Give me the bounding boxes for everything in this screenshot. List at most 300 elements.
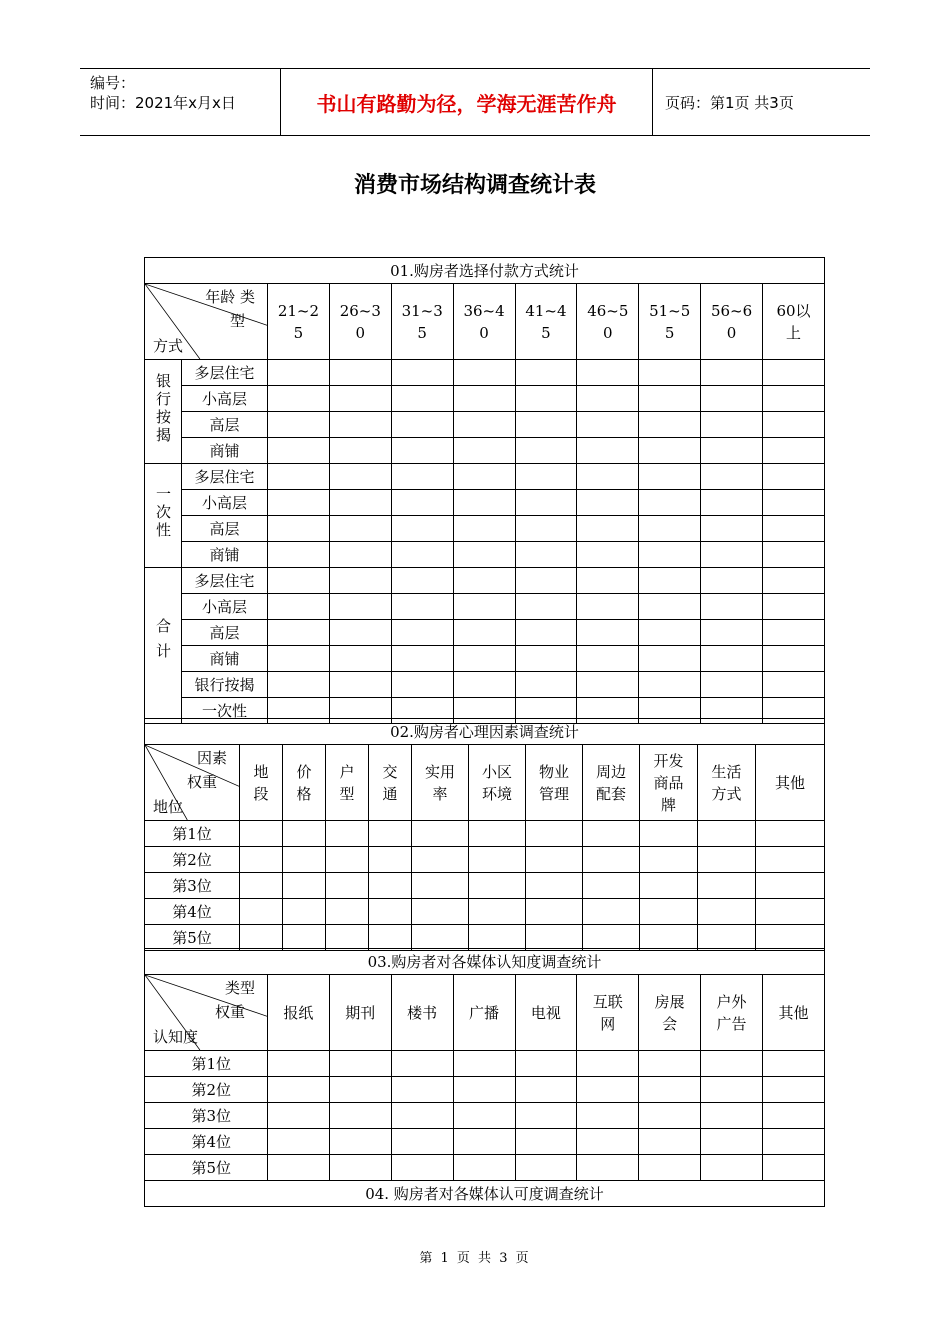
table-row bbox=[145, 594, 825, 620]
data-cell bbox=[329, 620, 391, 646]
data-cell bbox=[577, 386, 639, 412]
data-cell bbox=[639, 516, 701, 542]
data-cell bbox=[515, 1103, 577, 1129]
data-cell bbox=[639, 1051, 701, 1077]
row-label: 第2位 bbox=[145, 847, 240, 873]
data-cell bbox=[329, 464, 391, 490]
data-cell bbox=[453, 646, 515, 672]
data-cell bbox=[515, 1155, 577, 1181]
data-cell bbox=[763, 620, 825, 646]
row-label: 第3位 bbox=[145, 1103, 268, 1129]
table-row bbox=[145, 1051, 825, 1077]
column-header: 价格 bbox=[283, 745, 326, 821]
data-cell bbox=[329, 1103, 391, 1129]
data-cell bbox=[268, 1077, 330, 1103]
row-label: 第4位 bbox=[145, 899, 240, 925]
data-cell bbox=[391, 516, 453, 542]
data-cell bbox=[453, 620, 515, 646]
column-header: 房展会 bbox=[639, 975, 701, 1051]
data-cell bbox=[391, 490, 453, 516]
data-cell bbox=[639, 542, 701, 568]
data-cell bbox=[763, 1077, 825, 1103]
data-cell bbox=[639, 646, 701, 672]
data-cell bbox=[763, 1103, 825, 1129]
data-cell bbox=[329, 672, 391, 698]
data-cell bbox=[329, 1129, 391, 1155]
data-cell bbox=[326, 821, 369, 847]
data-cell bbox=[453, 360, 515, 386]
section-caption-row bbox=[145, 258, 825, 284]
data-cell bbox=[469, 899, 526, 925]
data-cell bbox=[763, 646, 825, 672]
data-cell bbox=[453, 490, 515, 516]
data-cell bbox=[391, 386, 453, 412]
data-cell bbox=[268, 464, 330, 490]
data-cell bbox=[329, 490, 391, 516]
data-cell bbox=[453, 412, 515, 438]
corner-label-top: 类型 bbox=[224, 979, 255, 997]
data-cell bbox=[698, 847, 756, 873]
serial-label: 编号： bbox=[90, 74, 136, 92]
data-cell bbox=[240, 925, 283, 951]
data-cell bbox=[268, 1051, 330, 1077]
data-cell bbox=[268, 646, 330, 672]
row-label: 小高层 bbox=[182, 386, 268, 412]
data-cell bbox=[701, 464, 763, 490]
data-cell bbox=[701, 1077, 763, 1103]
data-cell bbox=[577, 516, 639, 542]
section-caption: 03.购房者对各媒体认知度调查统计 bbox=[145, 949, 825, 975]
data-cell bbox=[453, 438, 515, 464]
data-cell bbox=[526, 873, 583, 899]
table-row bbox=[145, 1155, 825, 1181]
table-row bbox=[145, 386, 825, 412]
column-header: 户外广告 bbox=[701, 975, 763, 1051]
data-cell bbox=[283, 899, 326, 925]
corner-label-mid: 型 bbox=[229, 312, 245, 330]
column-header: 36~40 bbox=[453, 284, 515, 360]
data-cell bbox=[756, 821, 825, 847]
data-cell bbox=[329, 438, 391, 464]
data-cell bbox=[469, 821, 526, 847]
data-cell bbox=[412, 847, 469, 873]
data-cell bbox=[329, 542, 391, 568]
data-cell bbox=[639, 438, 701, 464]
data-cell bbox=[756, 847, 825, 873]
column-header: 31~35 bbox=[391, 284, 453, 360]
data-cell bbox=[577, 464, 639, 490]
table-row bbox=[145, 847, 825, 873]
section-caption-row bbox=[145, 949, 825, 975]
table-row bbox=[145, 1103, 825, 1129]
data-cell bbox=[391, 438, 453, 464]
data-cell bbox=[268, 672, 330, 698]
data-cell bbox=[453, 1103, 515, 1129]
data-cell bbox=[515, 386, 577, 412]
data-cell bbox=[763, 672, 825, 698]
data-cell bbox=[701, 1051, 763, 1077]
data-cell bbox=[369, 821, 412, 847]
column-header: 广播 bbox=[453, 975, 515, 1051]
data-cell bbox=[639, 490, 701, 516]
corner-header-cell bbox=[145, 745, 240, 821]
data-cell bbox=[577, 1155, 639, 1181]
data-cell bbox=[698, 873, 756, 899]
payment-method-table bbox=[144, 257, 825, 724]
data-cell bbox=[391, 1103, 453, 1129]
data-cell bbox=[577, 360, 639, 386]
data-cell bbox=[701, 646, 763, 672]
data-cell bbox=[391, 412, 453, 438]
data-cell bbox=[763, 386, 825, 412]
data-cell bbox=[515, 490, 577, 516]
data-cell bbox=[268, 412, 330, 438]
data-cell bbox=[577, 1129, 639, 1155]
table-row bbox=[145, 646, 825, 672]
column-header: 期刊 bbox=[329, 975, 391, 1051]
data-cell bbox=[391, 568, 453, 594]
data-cell bbox=[577, 568, 639, 594]
data-cell bbox=[639, 1129, 701, 1155]
data-cell bbox=[701, 386, 763, 412]
column-header: 60以上 bbox=[763, 284, 825, 360]
data-cell bbox=[577, 1051, 639, 1077]
data-cell bbox=[329, 594, 391, 620]
header-page-info: 页码：第1页 共3页 bbox=[665, 93, 794, 112]
data-cell bbox=[453, 1129, 515, 1155]
group-label bbox=[145, 568, 182, 724]
data-cell bbox=[329, 360, 391, 386]
data-cell bbox=[283, 821, 326, 847]
data-cell bbox=[763, 464, 825, 490]
data-cell bbox=[526, 899, 583, 925]
row-label: 银行按揭 bbox=[182, 672, 268, 698]
table-row bbox=[145, 873, 825, 899]
data-cell bbox=[639, 568, 701, 594]
corner-label-bottom: 地位 bbox=[153, 798, 184, 816]
data-cell bbox=[329, 516, 391, 542]
section-caption-row bbox=[145, 1181, 825, 1207]
column-header: 物业管理 bbox=[526, 745, 583, 821]
data-cell bbox=[577, 490, 639, 516]
column-header: 41~45 bbox=[515, 284, 577, 360]
row-label: 高层 bbox=[182, 620, 268, 646]
column-header: 交通 bbox=[369, 745, 412, 821]
section-caption: 01.购房者选择付款方式统计 bbox=[145, 258, 825, 284]
data-cell bbox=[453, 386, 515, 412]
data-cell bbox=[701, 412, 763, 438]
data-cell bbox=[763, 1051, 825, 1077]
data-cell bbox=[701, 620, 763, 646]
data-cell bbox=[329, 568, 391, 594]
document-title: 消费市场结构调查统计表 bbox=[353, 173, 596, 198]
data-cell bbox=[701, 1103, 763, 1129]
data-cell bbox=[240, 847, 283, 873]
data-cell bbox=[369, 873, 412, 899]
row-label: 高层 bbox=[182, 412, 268, 438]
row-label: 第3位 bbox=[145, 873, 240, 899]
column-header: 小区环境 bbox=[469, 745, 526, 821]
column-header: 开发商品牌 bbox=[640, 745, 698, 821]
table-row bbox=[145, 568, 825, 594]
group-label-text: 合计 bbox=[154, 617, 172, 668]
data-cell bbox=[701, 516, 763, 542]
data-cell bbox=[240, 821, 283, 847]
data-cell bbox=[698, 821, 756, 847]
row-label: 商铺 bbox=[182, 646, 268, 672]
data-cell bbox=[412, 925, 469, 951]
row-label: 高层 bbox=[182, 516, 268, 542]
data-cell bbox=[515, 360, 577, 386]
table-row bbox=[145, 1129, 825, 1155]
row-label: 第4位 bbox=[145, 1129, 268, 1155]
column-header: 周边配套 bbox=[583, 745, 640, 821]
data-cell bbox=[515, 412, 577, 438]
data-cell bbox=[577, 542, 639, 568]
row-label: 一次性 bbox=[182, 698, 268, 724]
section-caption: 04. 购房者对各媒体认可度调查统计 bbox=[145, 1181, 825, 1207]
data-cell bbox=[391, 1051, 453, 1077]
data-cell bbox=[639, 620, 701, 646]
row-label: 第5位 bbox=[145, 925, 240, 951]
data-cell bbox=[412, 873, 469, 899]
column-header: 互联网 bbox=[577, 975, 639, 1051]
data-cell bbox=[698, 925, 756, 951]
data-cell bbox=[329, 1077, 391, 1103]
column-header: 实用率 bbox=[412, 745, 469, 821]
data-cell bbox=[701, 594, 763, 620]
data-cell bbox=[639, 1077, 701, 1103]
data-cell bbox=[283, 925, 326, 951]
header-meta bbox=[80, 69, 281, 135]
corner-label-top: 年龄 类 bbox=[205, 288, 255, 306]
data-cell bbox=[329, 412, 391, 438]
data-cell bbox=[701, 1129, 763, 1155]
page-header bbox=[80, 68, 870, 136]
data-cell bbox=[391, 1155, 453, 1181]
column-header: 26~30 bbox=[329, 284, 391, 360]
time-label: 时间：2021年x月x日 bbox=[90, 94, 236, 112]
data-cell bbox=[583, 873, 640, 899]
data-cell bbox=[763, 594, 825, 620]
column-header: 其他 bbox=[763, 975, 825, 1051]
data-cell bbox=[268, 386, 330, 412]
data-cell bbox=[391, 620, 453, 646]
data-cell bbox=[515, 438, 577, 464]
column-header: 56~60 bbox=[701, 284, 763, 360]
data-cell bbox=[369, 925, 412, 951]
corner-label-bottom: 方式 bbox=[153, 337, 184, 355]
table-row bbox=[145, 360, 825, 386]
data-cell bbox=[639, 464, 701, 490]
data-cell bbox=[453, 1155, 515, 1181]
data-cell bbox=[577, 438, 639, 464]
page-footer: 第 1 页 共 3 页 bbox=[419, 1251, 531, 1266]
data-cell bbox=[701, 568, 763, 594]
data-cell bbox=[701, 438, 763, 464]
data-cell bbox=[763, 490, 825, 516]
data-cell bbox=[640, 873, 698, 899]
row-label: 商铺 bbox=[182, 542, 268, 568]
row-label: 小高层 bbox=[182, 490, 268, 516]
data-cell bbox=[756, 899, 825, 925]
data-cell bbox=[639, 360, 701, 386]
data-cell bbox=[469, 873, 526, 899]
data-cell bbox=[763, 360, 825, 386]
data-cell bbox=[329, 1155, 391, 1181]
data-cell bbox=[391, 1129, 453, 1155]
data-cell bbox=[583, 925, 640, 951]
data-cell bbox=[412, 821, 469, 847]
data-cell bbox=[639, 412, 701, 438]
column-header: 21~25 bbox=[268, 284, 330, 360]
data-cell bbox=[268, 1129, 330, 1155]
data-cell bbox=[268, 490, 330, 516]
data-cell bbox=[526, 847, 583, 873]
corner-label-mid: 权重 bbox=[186, 773, 217, 791]
data-cell bbox=[369, 899, 412, 925]
column-header-row bbox=[145, 745, 825, 821]
table-row bbox=[145, 412, 825, 438]
data-cell bbox=[391, 672, 453, 698]
corner-label-mid: 权重 bbox=[214, 1003, 245, 1021]
data-cell bbox=[283, 873, 326, 899]
data-cell bbox=[763, 1129, 825, 1155]
table-row bbox=[145, 620, 825, 646]
data-cell bbox=[701, 360, 763, 386]
row-label: 商铺 bbox=[182, 438, 268, 464]
table-row bbox=[145, 438, 825, 464]
data-cell bbox=[763, 438, 825, 464]
data-cell bbox=[639, 672, 701, 698]
row-label: 第1位 bbox=[145, 1051, 268, 1077]
section-caption-row bbox=[145, 719, 825, 745]
data-cell bbox=[577, 594, 639, 620]
data-cell bbox=[526, 925, 583, 951]
data-cell bbox=[391, 464, 453, 490]
column-header: 户型 bbox=[326, 745, 369, 821]
data-cell bbox=[268, 620, 330, 646]
data-cell bbox=[453, 542, 515, 568]
data-cell bbox=[329, 1051, 391, 1077]
data-cell bbox=[515, 646, 577, 672]
row-label: 多层住宅 bbox=[182, 568, 268, 594]
table-row bbox=[145, 672, 825, 698]
data-cell bbox=[268, 438, 330, 464]
data-cell bbox=[515, 1129, 577, 1155]
corner-header-cell bbox=[145, 975, 268, 1051]
column-header: 电视 bbox=[515, 975, 577, 1051]
data-cell bbox=[391, 594, 453, 620]
data-cell bbox=[453, 594, 515, 620]
table-row bbox=[145, 1077, 825, 1103]
data-cell bbox=[515, 516, 577, 542]
row-label: 第2位 bbox=[145, 1077, 268, 1103]
data-cell bbox=[763, 542, 825, 568]
section-caption: 02.购房者心理因素调查统计 bbox=[145, 719, 825, 745]
column-header: 楼书 bbox=[391, 975, 453, 1051]
data-cell bbox=[268, 542, 330, 568]
table-row bbox=[145, 542, 825, 568]
data-cell bbox=[583, 899, 640, 925]
data-cell bbox=[639, 386, 701, 412]
row-label: 多层住宅 bbox=[182, 360, 268, 386]
data-cell bbox=[640, 925, 698, 951]
data-cell bbox=[453, 464, 515, 490]
table-row bbox=[145, 516, 825, 542]
data-cell bbox=[391, 1077, 453, 1103]
data-cell bbox=[583, 847, 640, 873]
data-cell bbox=[453, 1077, 515, 1103]
table-row bbox=[145, 490, 825, 516]
column-header: 46~50 bbox=[577, 284, 639, 360]
data-cell bbox=[526, 821, 583, 847]
data-cell bbox=[577, 672, 639, 698]
media-awareness-table bbox=[144, 948, 825, 1207]
data-cell bbox=[756, 873, 825, 899]
data-cell bbox=[515, 620, 577, 646]
data-cell bbox=[577, 1103, 639, 1129]
data-cell bbox=[763, 516, 825, 542]
column-header-row bbox=[145, 975, 825, 1051]
data-cell bbox=[515, 542, 577, 568]
data-cell bbox=[369, 847, 412, 873]
data-cell bbox=[326, 873, 369, 899]
corner-label-top: 因素 bbox=[196, 749, 227, 767]
data-cell bbox=[640, 899, 698, 925]
data-cell bbox=[577, 412, 639, 438]
data-cell bbox=[701, 542, 763, 568]
column-header-row bbox=[145, 284, 825, 360]
column-header: 报纸 bbox=[268, 975, 330, 1051]
data-cell bbox=[326, 925, 369, 951]
data-cell bbox=[701, 490, 763, 516]
data-cell bbox=[268, 1155, 330, 1181]
data-cell bbox=[639, 594, 701, 620]
data-cell bbox=[577, 1077, 639, 1103]
data-cell bbox=[391, 542, 453, 568]
data-cell bbox=[763, 1155, 825, 1181]
data-cell bbox=[515, 464, 577, 490]
row-label: 第5位 bbox=[145, 1155, 268, 1181]
corner-header-cell bbox=[145, 284, 268, 360]
data-cell bbox=[326, 847, 369, 873]
data-cell bbox=[453, 1051, 515, 1077]
data-cell bbox=[640, 821, 698, 847]
data-cell bbox=[583, 821, 640, 847]
table-row bbox=[145, 899, 825, 925]
table-row bbox=[145, 821, 825, 847]
column-header: 地段 bbox=[240, 745, 283, 821]
psychology-factor-table bbox=[144, 718, 825, 951]
data-cell bbox=[701, 1155, 763, 1181]
data-cell bbox=[453, 672, 515, 698]
column-header: 51~55 bbox=[639, 284, 701, 360]
row-label: 多层住宅 bbox=[182, 464, 268, 490]
data-cell bbox=[391, 360, 453, 386]
table-row bbox=[145, 464, 825, 490]
data-cell bbox=[756, 925, 825, 951]
corner-label-bottom: 认知度 bbox=[153, 1028, 199, 1046]
table-row bbox=[145, 925, 825, 951]
data-cell bbox=[329, 386, 391, 412]
data-cell bbox=[469, 847, 526, 873]
data-cell bbox=[577, 620, 639, 646]
data-cell bbox=[763, 568, 825, 594]
group-label bbox=[145, 464, 182, 568]
data-cell bbox=[268, 594, 330, 620]
row-label: 第1位 bbox=[145, 821, 240, 847]
